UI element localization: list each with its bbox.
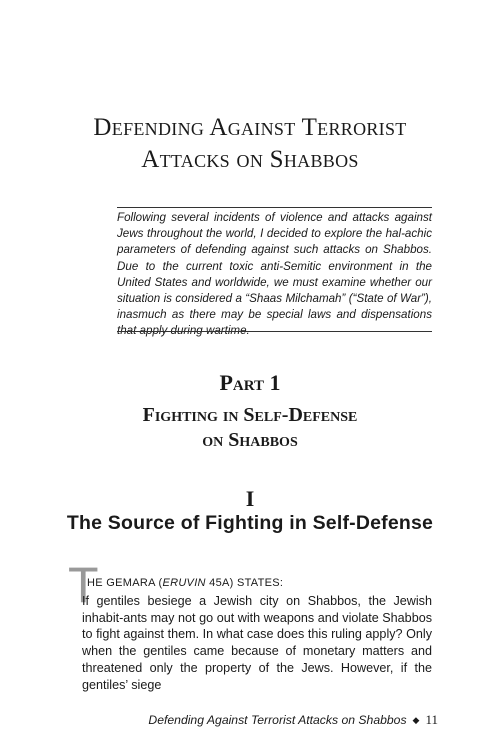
chapter-title-line1: Defending Against Terrorist xyxy=(93,114,407,141)
lead-in-reference: ERUVIN xyxy=(162,577,206,589)
part-title-line2: on Shabbos xyxy=(202,429,298,451)
intro-top-rule xyxy=(117,207,432,208)
part-title xyxy=(0,403,500,453)
lead-in-pre: HE GEMARA ( xyxy=(87,577,163,589)
chapter-title-line2: Attacks on Shabbos xyxy=(141,146,359,173)
part-label: Part 1 xyxy=(219,370,281,395)
diamond-separator-icon: ◆ xyxy=(412,715,420,725)
section-number: I xyxy=(245,486,255,511)
chapter-title xyxy=(30,112,470,176)
lead-in-post: 45A) STATES: xyxy=(205,577,284,589)
part-title-line1: Fighting in Self-Defense xyxy=(142,404,358,426)
lead-in xyxy=(87,577,283,589)
running-footer xyxy=(148,712,438,728)
section-title: The Source of Fighting in Self-Defense xyxy=(66,512,434,534)
intro-bottom-rule xyxy=(117,331,432,332)
drop-cap: T xyxy=(68,557,99,613)
footer-title: Defending Against Terrorist Attacks on Shabbos xyxy=(148,713,407,727)
body-paragraph: If gentiles besiege a Jewish city on Shabbos, the Jewish inhabit-ants may not go out with weapons and violate Shabbos to fight against them. In what case does this ruling apply? Only when the gentiles came because of monetary matters and threatened only the property of the Jews. However, if the gentiles’ siege xyxy=(82,594,432,692)
intro-paragraph: Following several incidents of violence and attacks against Jews throughout the world, I decided to explore the hal-achic parameters of defending against such attacks on Shabbos. Due to the current toxic anti-Semitic environment in the United States and worldwide, we must examine whether our situation is considered a “Shaas Milchamah” (“State of War”), inasmuch as there may be special laws and dispensations that apply during wartime. xyxy=(117,211,432,338)
page-number: 11 xyxy=(425,712,438,727)
